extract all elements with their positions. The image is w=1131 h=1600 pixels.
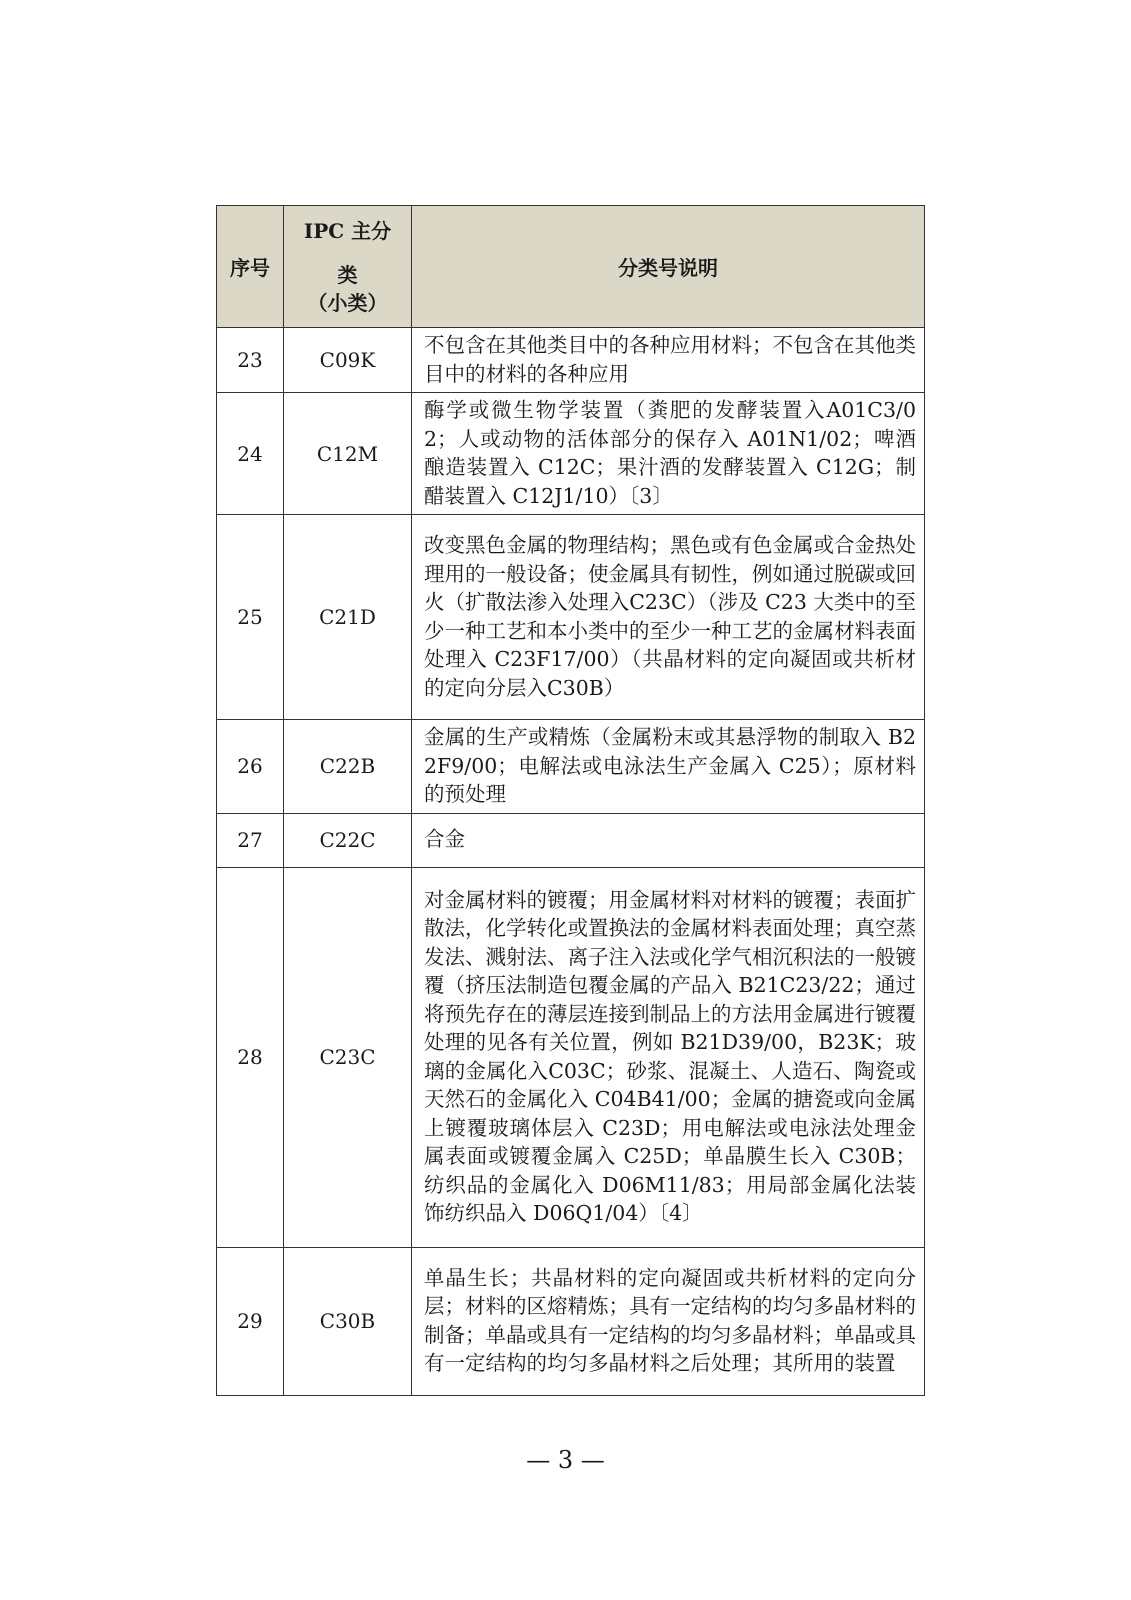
row-ipc-code: C23C [284, 867, 412, 1247]
header-ipc-class-line-1: IPC 主分 [303, 218, 392, 243]
row-serial-number: 25 [217, 515, 284, 720]
table-row [217, 813, 925, 867]
row-description: 对金属材料的镀覆；用金属材料对材料的镀覆；表面扩散法，化学转化或置换法的金属材料表面处理；真空蒸发法、溅射法、离子注入法或化学气相沉积法的一般镀覆（挤压法制造包覆金属的产品入 B21C23/22；通过将预先存在的薄层连接到制品上的方法用金属进行镀覆处理的见各有关位置，例如 B21D39/00，B23K；玻璃的金属化入C03C；砂浆、混凝土、人造石、陶瓷或天然石的金属化入 C04B41/00；金属的搪瓷或向金属上镀覆玻璃体层入 C23D；用电解法或电泳法处理金属表面或镀覆金属入 C25D；单晶膜生长入 C30B；纺织品的金属化入 D06M11/83；用局部金属化法装饰纺织品入 D06Q1/04）〔4〕 [412, 867, 925, 1247]
row-description: 合金 [412, 813, 925, 867]
row-ipc-code: C30B [284, 1247, 412, 1395]
row-ipc-code: C12M [284, 393, 412, 515]
row-ipc-code: C22C [284, 813, 412, 867]
table-row [217, 515, 925, 720]
ipc-classification-table [216, 205, 925, 1396]
row-description: 金属的生产或精炼（金属粉末或其悬浮物的制取入 B22F9/00；电解法或电泳法生产金属入 C25）；原材料的预处理 [412, 720, 925, 814]
row-serial-number: 28 [217, 867, 284, 1247]
row-serial-number: 27 [217, 813, 284, 867]
header-ipc-class-line-2: 类 [337, 262, 358, 287]
header-serial-number: 序号 [217, 206, 284, 328]
row-ipc-code: C21D [284, 515, 412, 720]
row-description: 单晶生长；共晶材料的定向凝固或共析材料的定向分层；材料的区熔精炼；具有一定结构的均匀多晶材料的制备；单晶或具有一定结构的均匀多晶材料；单晶或具有一定结构的均匀多晶材料之后处理；其所用的装置 [412, 1247, 925, 1395]
row-ipc-code: C22B [284, 720, 412, 814]
header-description: 分类号说明 [412, 206, 925, 328]
table-row [217, 867, 925, 1247]
row-serial-number: 26 [217, 720, 284, 814]
header-ipc-class [284, 206, 412, 328]
row-serial-number: 23 [217, 328, 284, 393]
row-serial-number: 24 [217, 393, 284, 515]
row-description: 改变黑色金属的物理结构；黑色或有色金属或合金热处理用的一般设备；使金属具有韧性，例如通过脱碳或回火（扩散法渗入处理入C23C）（涉及 C23 大类中的至少一种工艺和本小类中的至少一种工艺的金属材料表面处理入 C23F17/00）（共晶材料的定向凝固或共析材的定向分层入C30B） [412, 515, 925, 720]
row-description: 酶学或微生物学装置（粪肥的发酵装置入A01C3/02；人或动物的活体部分的保存入 A01N1/02；啤酒酿造装置入 C12C；果汁酒的发酵装置入 C12G；制醋装置入 C12J1/10）〔3〕 [412, 393, 925, 515]
table-row [217, 720, 925, 814]
table-header-row [217, 206, 925, 328]
table-row [217, 1247, 925, 1395]
table-row [217, 328, 925, 393]
table-row [217, 393, 925, 515]
row-serial-number: 29 [217, 1247, 284, 1395]
row-description: 不包含在其他类目中的各种应用材料；不包含在其他类目中的材料的各种应用 [412, 328, 925, 393]
header-ipc-class-line-3: （小类） [307, 290, 388, 315]
page-number: — 3 — [526, 1446, 605, 1474]
row-ipc-code: C09K [284, 328, 412, 393]
